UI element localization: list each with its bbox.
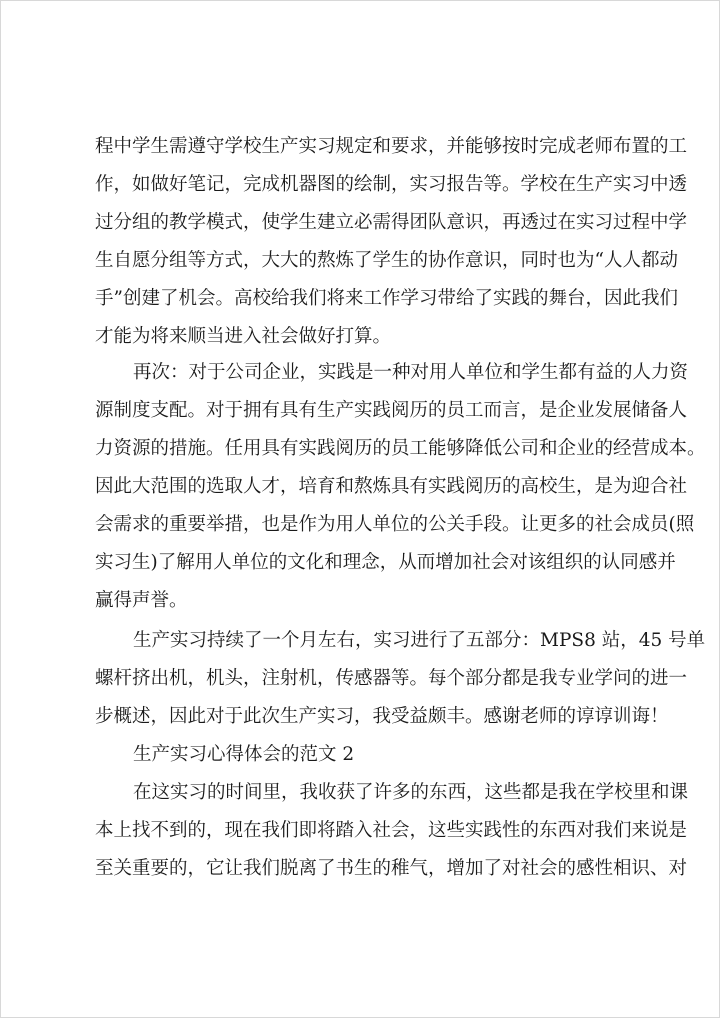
text-line: 才能为将来顺当进入社会做好打算。	[95, 326, 392, 347]
text-line: 过分组的教学模式，使学生建立必需得团队意识，再透过在实习过程中学	[95, 212, 688, 233]
text-line: 因此大范围的选取人才，培育和熬炼具有实践阅历的高校生，是为迎合社	[95, 476, 688, 497]
text-line: 步概述，因此对于此次生产实习，我受益颇丰。感谢老师的谆谆训诲！	[95, 706, 669, 727]
text-line: 本上找不到的，现在我们即将踏入社会，这些实践性的东西对我们来说是	[95, 820, 688, 841]
text-line: 螺杆挤出机，机头，注射机，传感器等。每个部分都是我专业学问的进一	[95, 668, 688, 689]
text-line: 作，如做好笔记，完成机器图的绘制，实习报告等。学校在生产实习中透	[95, 174, 688, 195]
text-line: 实习生)了解用人单位的文化和理念，从而增加社会对该组织的认同感并	[95, 552, 676, 573]
text-line: 力资源的措施。任用具有实践阅历的员工能够降低公司和企业的经营成本。	[95, 438, 706, 459]
text-line: 程中学生需遵守学校生产实习规定和要求，并能够按时完成老师布置的工	[95, 136, 688, 157]
text-line: 会需求的重要举措，也是作为用人单位的公关手段。让更多的社会成员(照	[95, 514, 695, 535]
text-line: 手”创建了机会。高校给我们将来工作学习带给了实践的舞台，因此我们	[95, 288, 678, 309]
text-line: 生自愿分组等方式，大大的熬炼了学生的协作意识，同时也为“人人都动	[95, 250, 678, 271]
text-line: 生产实习持续了一个月左右，实习进行了五部分：MPS8 站，45 号单	[133, 630, 706, 651]
text-line: 再次：对于公司企业，实践是一种对用人单位和学生都有益的人力资	[133, 362, 689, 383]
text-line: 源制度支配。对于拥有具有生产实践阅历的员工而言，是企业发展储备人	[95, 400, 688, 421]
text-line: 赢得声誉。	[95, 590, 188, 611]
text-line: 在这实习的时间里，我收获了许多的东西，这些都是我在学校里和课	[133, 782, 689, 803]
text-line: 生产实习心得体会的范文 2	[133, 744, 355, 765]
text-line: 至关重要的，它让我们脱离了书生的稚气，增加了对社会的感性相识、对	[95, 858, 688, 879]
